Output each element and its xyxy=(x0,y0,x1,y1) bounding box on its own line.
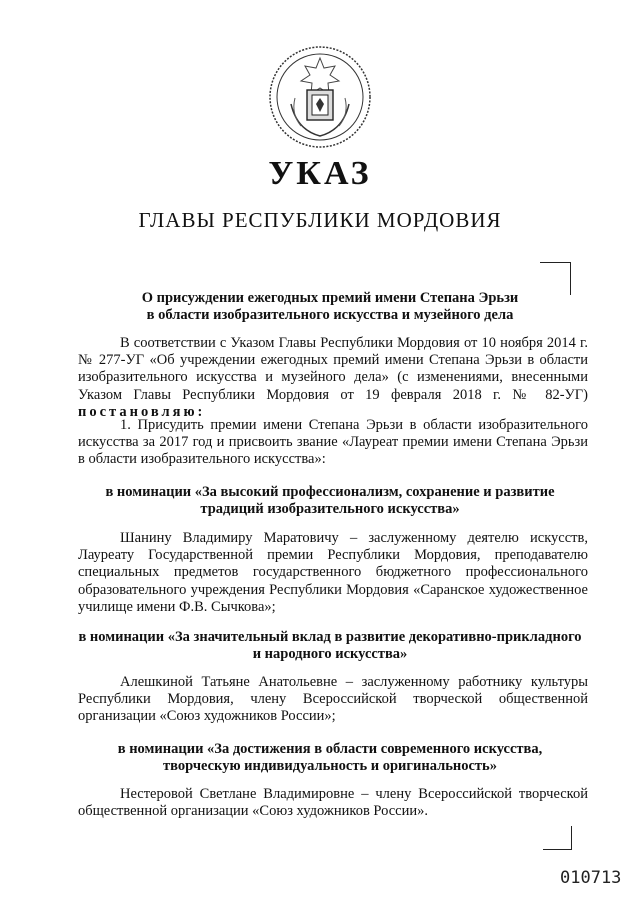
preamble-text: В соответствии с Указом Главы Республики Мордовия от 10 ноября 2014 г. № 277-УГ «Об учреждении ежегодных премий имени Степана Эрьзи в области изобразительного искусства и музейного дела» (с изменениями, внесенными Указом Главы Республики Мордовия от 19 февраля 2018 г. № 82-УГ) xyxy=(78,335,588,403)
nomination-title-line: традиций изобразительного искусства» xyxy=(200,501,460,517)
nomination-title-line: в номинации «За значительный вклад в развитие декоративно-прикладного xyxy=(78,629,582,645)
laureate-paragraph: Шанину Владимиру Маратовичу – заслуженному деятелю искусств, Лауреату Государственной премии Республики Мордовия, преподавателю специальных предметов государственного бюджетного профессионального образовательного учреждения Республики Мордовия «Саранское художественное училище имени Ф.В. Сычкова»; xyxy=(78,530,588,615)
nomination-heading xyxy=(70,629,590,663)
serial-number: 010713 xyxy=(560,868,622,888)
margin-corner-mark xyxy=(543,826,572,850)
resolve-word: постановляю: xyxy=(78,403,206,420)
nomination-title-line: и народного искусства» xyxy=(252,646,408,662)
nomination-title-line: в номинации «За высокий профессионализм, сохранение и развитие xyxy=(105,484,555,500)
document-subtitle: ГЛАВЫ РЕСПУБЛИКИ МОРДОВИЯ xyxy=(138,208,502,232)
document-title: УКАЗ xyxy=(268,155,372,192)
laureate-paragraph: Алешкиной Татьяне Анатольевне – заслуженному работнику культуры Республики Мордовия, члену Всероссийской творческой общественной организации «Союз художников России»; xyxy=(78,674,588,725)
decree-subject-line: в области изобразительного искусства и музейного дела xyxy=(146,307,514,323)
nomination-heading xyxy=(70,484,590,518)
preamble-paragraph xyxy=(78,335,588,421)
nomination-title-line: в номинации «За достижения в области современного искусства, xyxy=(117,741,543,757)
decree-subject xyxy=(70,290,590,324)
laureate-paragraph: Нестеровой Светлане Владимировне – члену Всероссийской творческой общественной организации «Союз художников России». xyxy=(78,786,588,820)
item-1-paragraph: 1. Присудить премии имени Степана Эрьзи в области изобразительного искусства за 2017 год и присвоить звание «Лауреат премии имени Степана Эрьзи в области изобразительного искусства»: xyxy=(78,417,588,468)
decree-subject-line: О присуждении ежегодных премий имени Степана Эрьзи xyxy=(141,290,519,306)
nomination-title-line: творческую индивидуальность и оригинальность» xyxy=(163,758,497,774)
coat-of-arms-icon xyxy=(267,44,373,150)
nomination-heading xyxy=(70,741,590,775)
